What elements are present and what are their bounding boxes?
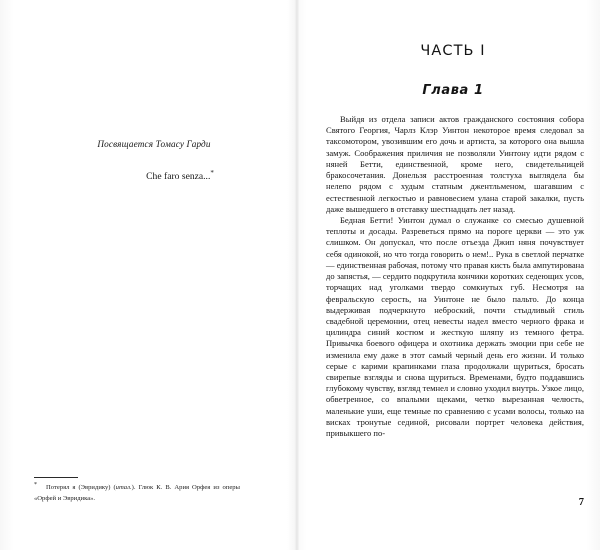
body-text bbox=[326, 114, 584, 439]
footnote-block bbox=[34, 477, 240, 505]
footnote-language-abbreviation: итал. bbox=[115, 484, 132, 492]
footnote-text-after-italic: ). Глюк К. В. Ария Орфея из оперы «Орфей и Эвридика». bbox=[34, 484, 240, 503]
epigraph bbox=[34, 169, 268, 182]
page-number: 7 bbox=[578, 497, 584, 508]
chapter-title: Глава 1 bbox=[422, 83, 484, 98]
footnote-text-before-italic: Потерял я (Эвридику) ( bbox=[46, 484, 116, 492]
epigraph-text: Che faro senza... bbox=[146, 171, 211, 183]
dedication-text: Посвящается Томасу Гарди bbox=[97, 139, 211, 149]
paragraph: Бедная Бетти! Уинтон думал о служанке со смесью душевной теплоты и досады. Разреветься прямо на пороге церкви — это уж слишком. Он допускал, что после отъезда Джип няня почувствует себя одинокой, но что тогда говорить о нем!.. Рука в светлой перчатке — единственная рабочая, потому что правая кисть была ампутирована до запястья, — сердито подкрутила кончики коротких седеющих усов, торчащих над уголками твердо сомкнутых губ. Несмотря на февральскую серость, на Уинтоне не было пальто. До конца выдерживая подчеркнуто неброский, почти стыдливый стиль свадебной церемонии, отец невесты надел вместо черного фрака и цилиндра синий костюм и жесткую шляпу из темного фетра. Привычка боевого офицера и охотника держать эмоции при себе не изменила ему даже в этот самый черный день его жизни. И только серые с карими крапинками глаза продолжали щуриться, бросать свирепые взгляды и снова щуриться. Временами, будто поддавшись глубокому чувству, взгляд темнел и словно уходил внутрь. Узкое лицо, обветренное, со впалыми щеками, четко вырезанная челюсть, маленькие уши, еще темные по сравнению с усами волосы, только на висках тронутые сединой, рисовали портрет человека действия, привыкшего по- bbox=[326, 214, 584, 439]
paragraph: Выйдя из отдела записи актов гражданского состояния собора Святого Георгия, Чарлз Клэр Уинтон некоторое время следовал за таксомотором, увозившим его дочь и артиста, за которого она вышла замуж. Соображения приличия не позволяли Уинтону идти рядом с няней Бетти, единственной, кроме него, свидетельницей бракосочетания. Донельзя расстроенная толстуха выглядела бы нелепо рядом с худым статным джентльменом, шагавшим с естественной легкостью и равновесием улана старой закалки, пусть даже вышедшего в отставку шестнадцать лет назад. bbox=[326, 114, 584, 214]
right-page bbox=[300, 0, 600, 550]
part-title: ЧАСТЬ I bbox=[420, 43, 486, 59]
footnote-marker: * bbox=[34, 482, 37, 489]
footnote-text bbox=[34, 481, 240, 505]
footnote-reference-marker: * bbox=[210, 168, 214, 177]
footnote-divider-rule bbox=[34, 477, 78, 478]
